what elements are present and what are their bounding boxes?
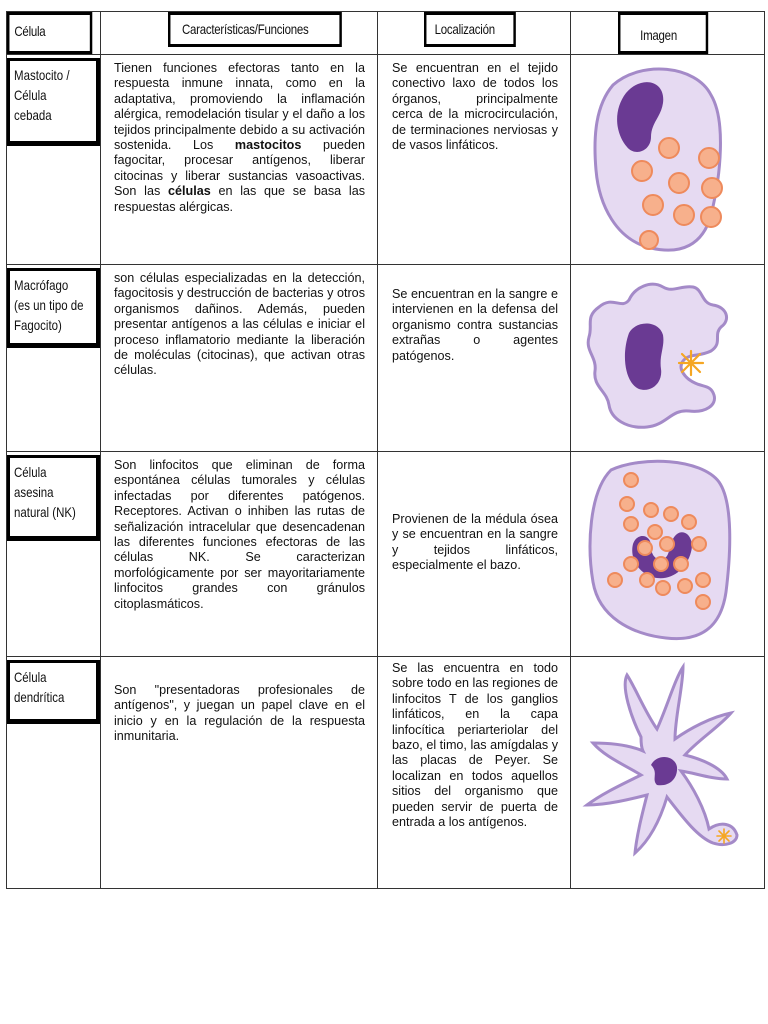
location-cell	[378, 265, 571, 452]
image-cell	[571, 265, 765, 452]
macrophage-icon	[571, 265, 765, 452]
header-image-cell	[571, 12, 765, 55]
features-text: Son linfocitos que eliminan de forma espontánea células tumorales y células infectadas por diferentes patógenos. Receptores. Activan o inhiben las rutas de señalización intracelular que desencadenan las diferentes funciones efectoras de las células NK. Se caracterizan morfológicamente por ser mayoritariamente linfocitos grandes con gránulos citoplasmáticos.	[114, 458, 365, 611]
features-cell	[101, 265, 378, 452]
cell-name-line: dendrítica	[14, 689, 65, 705]
cell-name	[7, 452, 101, 657]
location-cell	[378, 657, 571, 889]
bold-term: células	[168, 184, 211, 199]
table-row	[7, 657, 765, 889]
header-cell-cell	[7, 12, 101, 55]
header-image-label: Imagen	[618, 12, 708, 54]
cell-name-box	[7, 268, 101, 348]
cell-name-line: Célula	[14, 669, 47, 685]
features-cell	[101, 657, 378, 889]
header-location-label: Localización	[424, 12, 516, 47]
cell-name-line: Fagocito)	[14, 317, 62, 333]
cell-name-line: asesina	[14, 484, 54, 500]
features-cell	[101, 452, 378, 657]
cell-name-box	[7, 58, 101, 146]
cell-name-line: (es un tipo de	[14, 297, 84, 313]
cell-name-line: Célula	[14, 87, 47, 103]
nk-cell-icon	[571, 452, 765, 657]
location-text: Se encuentran en el tejido conectivo laxo de todos los órganos, principalmente cerca de la microcirculación, de terminaciones nerviosas y de vasos linfáticos.	[392, 61, 558, 153]
image-cell	[571, 452, 765, 657]
table-row	[7, 55, 765, 265]
features-text: Tienen funciones efectoras tanto en la respuesta inmune innata, como en la adaptativa, promoviendo la inflamación alérgica, remodelación tisular y el daño a los tejidos principalmente debido a su activación sostenida. Los mastocitos pueden fagocitar, procesar antígenos, liberar citocinas y liberar sustancias vasoactivas. Son las células en las que se basa las respuestas alérgicas.	[114, 61, 365, 214]
bold-term: mastocitos	[234, 138, 302, 153]
cell-name-box	[7, 455, 101, 541]
location-text: Se encuentran en la sangre e intervienen en la defensa del organismo contra sustancias extrañas o agentes patógenos.	[392, 287, 558, 363]
cell-name-line: Macrófago	[14, 277, 69, 293]
cell-name	[7, 55, 101, 265]
cell-table	[6, 11, 765, 889]
header-features-label: Características/Funciones	[168, 12, 342, 47]
location-text: Se las encuentra en todo sobre todo en las regiones de linfocitos T de los ganglios linfáticos, en la capa linfocítica periarteriolar del bazo, el timo, las amígdalas y las placas de Peyer. Se localizan en todos aquellos sitios del organismo que pueden servir de puerta de entrada a los antígenos.	[392, 661, 558, 830]
cell-name	[7, 657, 101, 889]
mast-cell-icon	[571, 55, 765, 265]
location-text: Provienen de la médula ósea y se encuentran en la sangre y tejidos linfáticos, especialmente el bazo.	[392, 512, 558, 573]
cell-name-line: cebada	[14, 107, 52, 123]
features-text: son células especializadas en la detección, fagocitosis y destrucción de bacterias y otros organismos dañinos. Además, pueden presentar antígenos a las células e iniciar el proceso inflamatorio mediante la liberación de moléculas (citocinas), que activan otras células.	[114, 271, 365, 378]
table-row	[7, 265, 765, 452]
cell-name-line: Mastocito /	[14, 67, 70, 83]
cell-name-line: Célula	[14, 464, 47, 480]
table-row	[7, 452, 765, 657]
image-cell	[571, 55, 765, 265]
header-cell-label: Célula	[7, 12, 92, 54]
cell-table-sheet	[6, 11, 764, 889]
cell-name-box	[7, 660, 101, 724]
location-cell	[378, 452, 571, 657]
image-cell	[571, 657, 765, 889]
header-features-cell	[101, 12, 378, 55]
header-location-cell	[378, 12, 571, 55]
cell-name	[7, 265, 101, 452]
header-row	[7, 12, 765, 55]
features-cell	[101, 55, 378, 265]
location-cell	[378, 55, 571, 265]
cell-name-line: natural (NK)	[14, 504, 76, 520]
dendritic-cell-icon	[571, 657, 765, 889]
features-text: Son "presentadoras profesionales de antígenos", y juegan un papel clave en el inicio y en la regulación de la respuesta inmunitaria.	[114, 683, 365, 744]
